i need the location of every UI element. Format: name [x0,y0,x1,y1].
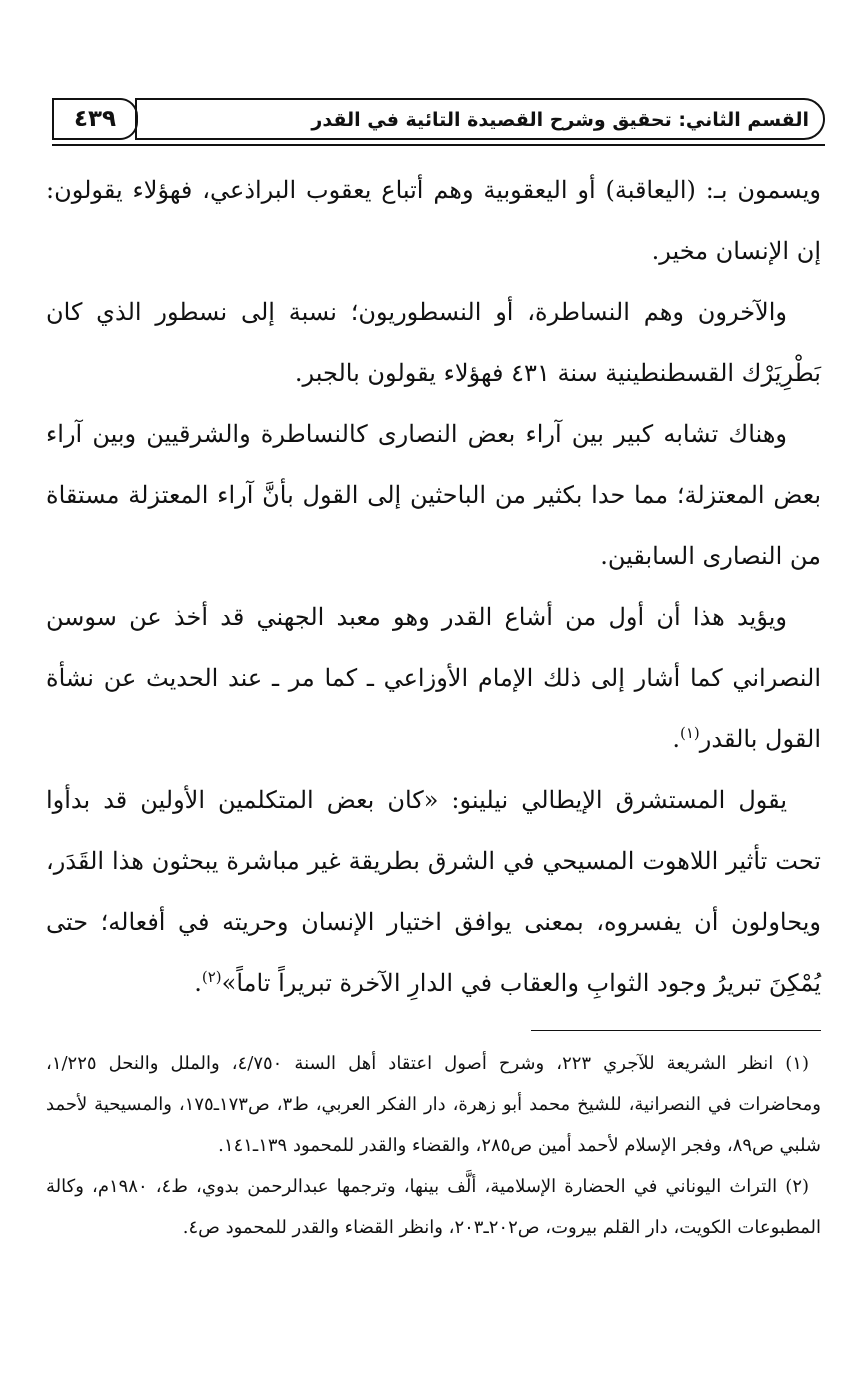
header-title-frame [135,98,825,140]
running-header [52,98,825,146]
header-rule [52,144,825,146]
paragraph-4 [46,587,821,770]
paragraph-4-end: . [672,725,680,753]
paragraph-3: وهناك تشابه كبير بين آراء بعض النصارى كالنساطرة والشرقيين وبين آراء بعض المعتزلة؛ مما حدا بكثير من الباحثين إلى القول بأنَّ آراء المعتزلة مستقاة من النصارى السابقين. [46,420,821,570]
footnotes [46,1043,821,1248]
header-title: القسم الثاني: تحقيق وشرح القصيدة التائية في القدر [311,109,809,131]
paragraph-2: والآخرون وهم النساطرة، أو النسطوريون؛ نسبة إلى نسطور الذي كان بَطْرِيَرْك القسطنطينية سنة ٤٣١ فهؤلاء يقولون بالجبر. [46,298,821,387]
paragraph-1: ويسمون بـ: (اليعاقبة) أو اليعقوبية وهم أتباع يعقوب البراذعي، فهؤلاء يقولون: إن الإنسان مخير. [46,176,821,265]
page-number: ٤٣٩ [73,106,117,132]
main-text [46,160,821,1014]
paragraph-4-text: ويؤيد هذا أن أول من أشاع القدر وهو معبد الجهني قد أخذ عن سوسن النصراني كما أشار إلى ذلك الإمام الأوزاعي ـ كما مر ـ عند الحديث عن نشأة القول بالقدر [46,603,821,753]
paragraph-5-text: يقول المستشرق الإيطالي نيلينو: «كان بعض المتكلمين الأولين قد بدأوا تحت تأثير اللاهوت المسيحي في الشرق بطريقة غير مباشرة يبحثون هذا القَدَر، ويحاولون أن يفسروه، بمعنى يوافق اختيار الإنسان وحريته في أفعاله؛ حتى يُمْكِنَ تبريرُ وجود الثوابِ والعقاب في الدارِ الآخرة تبريراً تاماً» [46,786,821,997]
footnote-ref-2[interactable]: (٢) [201,968,222,986]
footnote-ref-1[interactable]: (١) [680,724,700,742]
footnote-separator [531,1030,821,1031]
page-number-frame [52,98,138,140]
footnote-2: (٢) التراث اليوناني في الحضارة الإسلامية، ألَّف بينها، وترجمها عبدالرحمن بدوي، ط٤، ١٩٨٠م، وكالة المطبوعات الكويت، دار القلم بيروت، ص٢٠٢ـ٢٠٣، وانظر القضاء والقدر للمحمود ص٤. [46,1176,821,1238]
paragraph-5-end: . [194,969,202,997]
paragraph-5 [46,770,821,1014]
footnote-1: (١) انظر الشريعة للآجري ٢٢٣، وشرح أصول اعتقاد أهل السنة ٤/٧٥٠، والملل والنحل ١/٢٢٥، ومحاضرات في النصرانية، للشيخ محمد أبو زهرة، دار الفكر العربي، ط٣، ص١٧٣ـ١٧٥، والمسيحية لأحمد شلبي ص٨٩، وفجر الإسلام لأحمد أمين ص٢٨٥، والقضاء والقدر للمحمود ١٣٩ـ١٤١. [46,1053,821,1156]
